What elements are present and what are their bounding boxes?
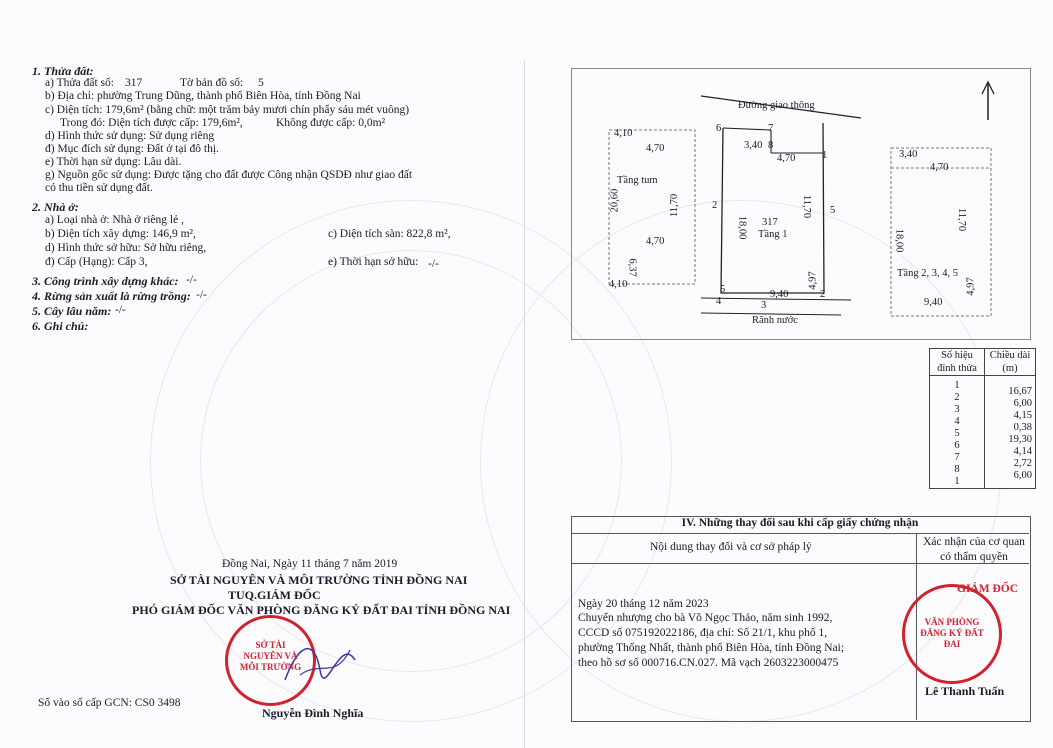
parcel-number: 317	[125, 77, 143, 89]
dim-label: 4,70	[930, 162, 949, 173]
house-type: a) Loại nhà ở: Nhà ở riêng lẻ ,	[45, 214, 184, 226]
length-table	[929, 348, 1036, 489]
length-table-header-id: Số hiệu đỉnh thửa	[930, 349, 985, 376]
page-fold	[524, 60, 525, 748]
area-not-granted: Không được cấp: 0,0m²	[276, 117, 386, 129]
dim-label: 18,00	[893, 228, 905, 253]
section-4-title: 4. Rừng sản xuất là rừng trồng:	[32, 289, 191, 303]
area: c) Diện tích: 179,6m² (bằng chữ: một trăm bảy mươi chín phẩy sáu mét vuông)	[45, 104, 410, 116]
section-3-title: 3. Công trình xây dựng khác:	[32, 274, 179, 288]
dim-label: 9,40	[924, 297, 943, 308]
length-table-lengths: 16,67 6,00 4,15 0,38 19,30 4,14 2,72 6,00	[985, 376, 1036, 489]
section-5-value: -/-	[115, 304, 126, 316]
vertex-label: 5	[830, 205, 836, 216]
issuer-delegate: TUQ.GIÁM ĐỐC	[228, 588, 321, 602]
dim-label: 3,40	[899, 149, 918, 160]
changes-col1-header: Nội dung thay đổi và cơ sở pháp lý	[650, 541, 812, 553]
grade: đ) Cấp (Hạng): Cấp 3,	[45, 256, 148, 268]
approver-title: GIÁM ĐỐC	[957, 583, 1019, 595]
change-line: phường Thống Nhất, thành phố Biên Hòa, tỉnh Đồng Nai;	[578, 642, 845, 654]
length-table-header-len: Chiều dài (m)	[985, 349, 1036, 376]
vertex-label: 8	[768, 140, 774, 151]
issue-date: Đồng Nai, Ngày 11 tháng 7 năm 2019	[222, 558, 398, 570]
dim-label: 11,70	[801, 194, 813, 219]
floor-tum-label: Tầng tum	[617, 175, 658, 186]
section-4-value: -/-	[196, 289, 207, 301]
change-line: Chuyển nhượng cho bà Võ Ngọc Thảo, năm sinh 1992,	[578, 612, 833, 624]
dim-label: 4,10	[614, 128, 633, 139]
change-date: Ngày 20 tháng 12 năm 2023	[578, 598, 709, 610]
address: b) Địa chỉ: phường Trung Dũng, thành phố Biên Hòa, tỉnh Đồng Nai	[45, 90, 361, 102]
road-label: Đường giao thông	[738, 100, 815, 111]
vertex-label: 2	[712, 200, 718, 211]
issuer-org: SỞ TÀI NGUYÊN VÀ MÔI TRƯỜNG TỈNH ĐỒNG NAI	[170, 573, 468, 587]
canal-label: Rãnh nước	[752, 315, 798, 326]
area-granted: Trong đó: Diện tích được cấp: 179,6m²,	[60, 117, 243, 129]
use-purpose: đ) Mục đích sử dụng: Đất ở tại đô thị.	[45, 143, 219, 155]
ownership-term-value: -/-	[428, 258, 439, 270]
ownership-form: d) Hình thức sở hữu: Sở hữu riêng,	[45, 242, 207, 254]
use-origin-cont: có thu tiền sử dụng đất.	[45, 182, 153, 194]
section-1-title: 1. Thửa đất:	[32, 64, 94, 78]
parcel-number-label: a) Thửa đất số:	[45, 77, 114, 89]
ownership-term-label: e) Thời hạn sở hữu:	[328, 256, 419, 268]
floor-1-label: Tầng 1	[758, 229, 788, 240]
vertex-label: 5	[720, 284, 726, 295]
use-origin: g) Nguồn gốc sử dụng: Được tặng cho đất được Công nhận QSDĐ như giao đất	[45, 169, 413, 181]
dim-label: 4,97	[807, 271, 819, 290]
vertex-label: 2	[820, 289, 826, 300]
registration-number: Số vào sổ cấp GCN: CS0 3498	[38, 697, 181, 709]
changes-title: IV. Những thay đổi sau khi cấp giấy chứng nhận	[571, 517, 1029, 534]
section-6-title: 6. Ghi chú:	[32, 319, 89, 333]
changes-col2-header: Xác nhận của cơ quan có thẩm quyền	[923, 536, 1025, 563]
seal-right: VĂN PHÒNG ĐĂNG KÝ ĐẤT ĐAI	[902, 584, 1002, 684]
dim-label: 4,97	[965, 277, 977, 296]
dim-label: 11,70	[669, 193, 681, 218]
map-sheet-label: Tờ bản đồ số:	[180, 77, 244, 89]
section-2-title: 2. Nhà ở:	[32, 200, 79, 214]
issuer-title: PHÓ GIÁM ĐỐC VĂN PHÒNG ĐĂNG KÝ ĐẤT ĐAI TỈNH ĐỒNG NAI	[132, 603, 511, 617]
seal-left: SỞ TÀI NGUYÊN VÀ MÔI TRƯỜNG	[225, 615, 316, 706]
dim-label: 4,10	[609, 279, 628, 290]
dim-label: 3,40	[744, 140, 763, 151]
vertex-label: 3	[761, 300, 767, 311]
floor-area: c) Diện tích sàn: 822,8 m²,	[328, 228, 451, 240]
use-term: e) Thời hạn sử dụng: Lâu dài.	[45, 156, 182, 168]
dim-label: 11,70	[956, 207, 968, 232]
floors-2-5-label: Tầng 2, 3, 4, 5	[897, 268, 958, 279]
signature-left	[280, 630, 360, 690]
vertex-label: 7	[768, 123, 774, 134]
vertex-label: 4	[716, 296, 722, 307]
dim-label: 20,60	[609, 188, 621, 213]
vertex-label: 1	[822, 150, 828, 161]
dim-label: 18,00	[736, 215, 748, 240]
section-5-title: 5. Cây lâu năm:	[32, 304, 112, 318]
change-line: theo hồ sơ số 000716.CN.027. Mã vạch 2603223000475	[578, 657, 839, 669]
vertex-label: 6	[716, 123, 722, 134]
building-area: b) Diện tích xây dựng: 146,9 m²,	[45, 228, 196, 240]
dim-label: 6,37	[626, 258, 638, 277]
length-table-ids: 1 2 3 4 5 6 7 8 1	[930, 376, 985, 489]
signer-left: Nguyễn Đình Nghĩa	[262, 706, 364, 720]
use-form: d) Hình thức sử dụng: Sử dụng riêng	[45, 130, 215, 142]
map-sheet-number: 5	[258, 77, 264, 89]
signer-right: Lê Thanh Tuấn	[925, 684, 1005, 698]
parcel-label: 317	[762, 217, 778, 228]
section-3-value: -/-	[186, 274, 197, 286]
change-line: CCCD số 075192022186, địa chỉ: Số 21/1, khu phố 1,	[578, 627, 828, 639]
dim-label: 4,70	[646, 236, 665, 247]
dim-label: 4,70	[777, 153, 796, 164]
dim-label: 9,40	[770, 289, 789, 300]
dim-label: 4,70	[646, 143, 665, 154]
